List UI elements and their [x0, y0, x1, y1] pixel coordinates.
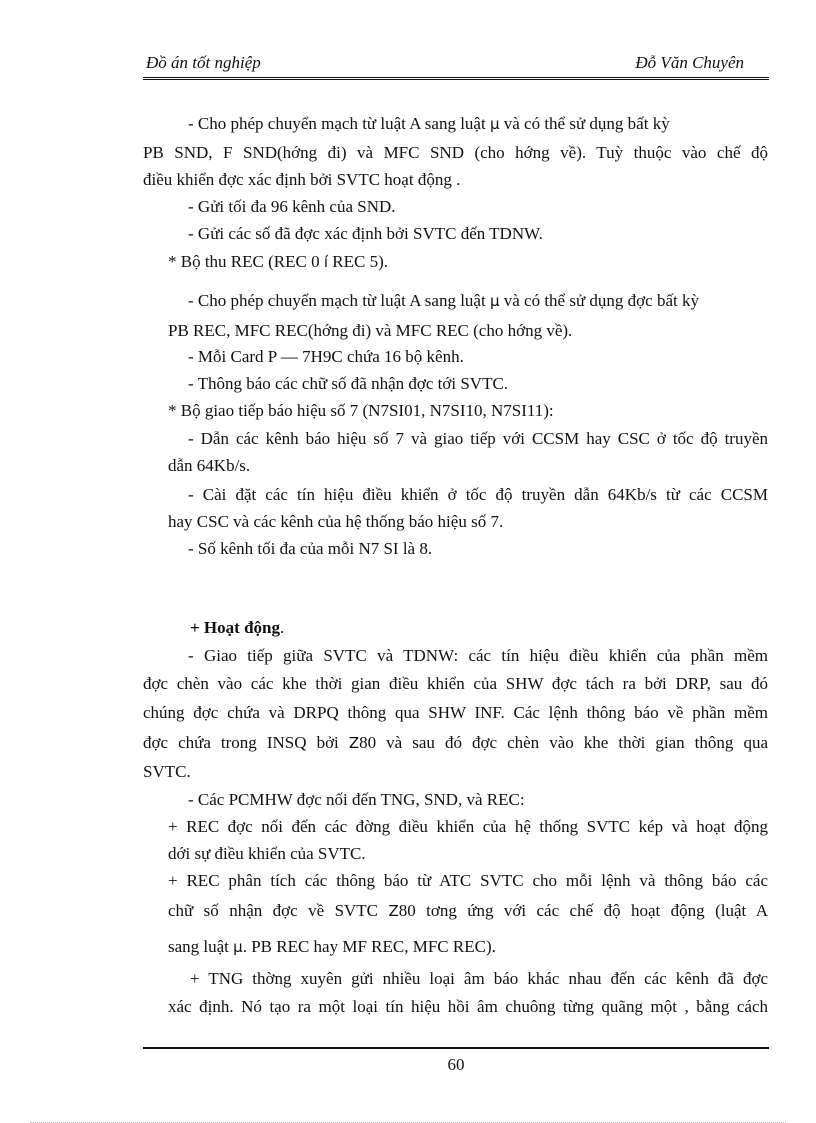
header-right: Đỗ Văn Chuyên: [635, 53, 744, 72]
line-07: - Cho phép chuyển mạch từ luật A sang luật μ và có thể sử dụng đợc bất kỳ: [188, 291, 699, 310]
line-03: điều khiển đợc xác định bởi SVTC hoạt động .: [143, 170, 461, 189]
header-left: Đồ án tốt nghiệp: [146, 53, 261, 72]
line-27: chữ số nhận đợc về SVTC Z80 tơng ứng với các chế độ hoạt động (luật A: [168, 901, 768, 920]
footer-rule: [143, 1047, 769, 1049]
line-08: PB REC, MFC REC(hớng đi) và MFC REC (cho hớng về).: [168, 321, 573, 340]
header-rule: [143, 77, 769, 80]
line-15: hay CSC và các kênh của hệ thống báo hiệu số 7.: [168, 512, 504, 531]
line-06: * Bộ thu REC (REC 0 í REC 5).: [168, 252, 389, 271]
line-26: + REC phân tích các thông báo từ ATC SVTC cho mỗi lệnh và thông báo các: [168, 871, 768, 890]
line-12: - Dẫn các kênh báo hiệu số 7 và giao tiếp với CCSM hay CSC ở tốc độ truyền: [188, 429, 768, 448]
section-heading: + Hoạt động.: [190, 618, 285, 637]
line-18: - Giao tiếp giữa SVTC và TDNW: các tín hiệu điều khiển của phần mềm: [188, 646, 768, 665]
z-symbol: Z: [348, 734, 360, 752]
line-29: + TNG thờng xuyên gửi nhiều loại âm báo khác nhau đến các kênh đã đợc: [190, 969, 768, 988]
line-16: - Số kênh tối đa của mỗi N7 SI là 8.: [188, 539, 433, 558]
line-10: - Thông báo các chữ số đã nhận đợc tới SVTC.: [188, 374, 509, 393]
mu-symbol: μ: [233, 938, 243, 956]
line-24: + REC đợc nối đến các đờng điều khiển của hệ thống SVTC kép và hoạt động: [168, 817, 768, 836]
line-02: PB SND, F SND(hớng đi) và MFC SND (cho hớng về). Tuỳ thuộc vào chế độ: [143, 143, 768, 162]
line-22: SVTC.: [143, 762, 191, 781]
line-30: xác định. Nó tạo ra một loại tín hiệu hồi âm chuông từng quãng một , bằng cách: [168, 997, 768, 1016]
line-25: dới sự điều khiển của SVTC.: [168, 844, 366, 863]
mu-symbol: μ: [489, 115, 500, 133]
line-01: - Cho phép chuyển mạch từ luật A sang luật μ và có thể sử dụng bất kỳ: [188, 114, 670, 133]
line-04: - Gửi tối đa 96 kênh của SND.: [188, 197, 396, 216]
line-23: - Các PCMHW đợc nối đến TNG, SND, và REC:: [188, 790, 525, 809]
line-19: đợc chèn vào các khe thời gian điều khiển của SHW đợc tách ra bởi DRP, sau đó: [143, 674, 768, 693]
page-number: 60: [447, 1055, 465, 1074]
line-09: - Mỗi Card P — 7H9C chứa 16 bộ kênh.: [188, 347, 464, 366]
line-21: đợc chứa trong INSQ bởi Z80 và sau đó đợc chèn vào khe thời gian thông qua: [143, 733, 768, 752]
mu-symbol: μ: [489, 292, 500, 310]
line-20: chúng đợc chứa và DRPQ thông qua SHW INF. Các lệnh thông báo về phần mềm: [143, 703, 768, 722]
z-symbol: Z: [388, 902, 399, 920]
line-28: sang luật μ. PB REC hay MF REC, MFC REC).: [168, 937, 496, 956]
line-05: - Gửi các số đã đợc xác định bởi SVTC đến TDNW.: [188, 224, 543, 243]
line-13: dẫn 64Kb/s.: [168, 456, 251, 475]
line-11: * Bộ giao tiếp báo hiệu số 7 (N7SI01, N7SI10, N7SI11):: [168, 401, 554, 420]
arrow-icon: í: [323, 253, 329, 271]
line-14: - Cài đặt các tín hiệu điều khiển ở tốc độ truyền dẫn 64Kb/s từ các CCSM: [188, 485, 768, 504]
